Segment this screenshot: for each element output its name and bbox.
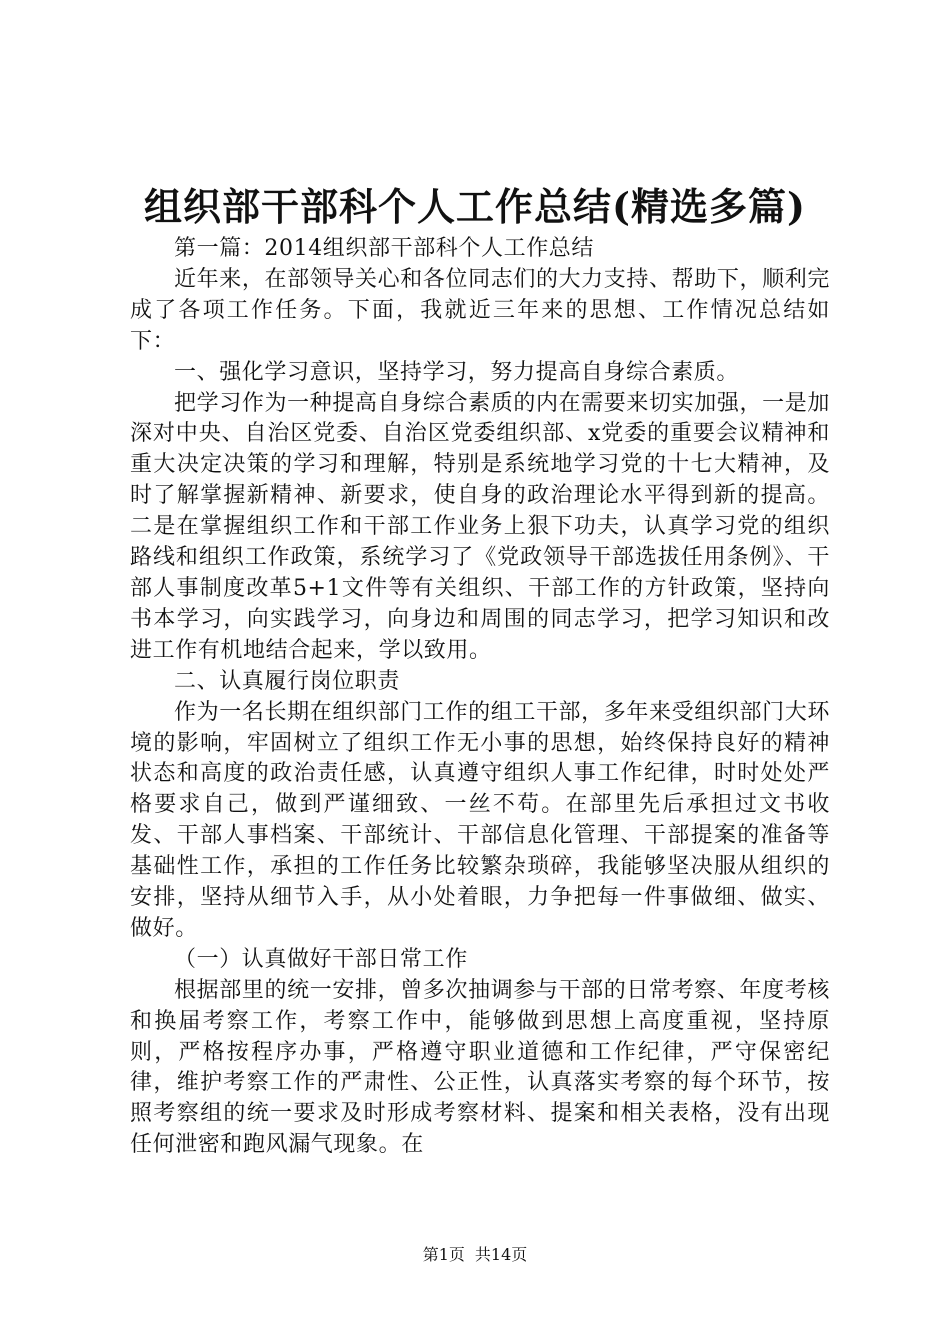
page-total: 共14页 [474, 1245, 528, 1264]
section-heading: 一、强化学习意识，坚持学习，努力提高自身综合素质。 [174, 359, 740, 385]
section-heading: 二、认真履行岗位职责 [174, 668, 401, 694]
paragraph: 根据部里的统一安排，曾多次抽调参与干部的日常考察、年度考核和换届考察工作，考察工作中，能够做到思想上高度重视，坚持原则，严格按程序办事，严格遵守职业道德和工作纪律，严守保密纪律，维护考察工作的严肃性、公正性，认真落实考察的每个环节，按照考察组的统一要求及时形成考察材料、提案和相关表格，没有出现任何泄密和跑风漏气现象。在 [130, 977, 830, 1158]
section-heading: 第一篇：2014组织部干部科个人工作总结 [174, 236, 594, 261]
document-body [130, 234, 830, 1161]
subsection-heading: （一）认真做好干部日常工作 [174, 946, 468, 972]
document-title: 组织部干部科个人工作总结(精选多篇) [144, 184, 806, 229]
page-footer [0, 1244, 950, 1266]
paragraph: 作为一名长期在组织部门工作的组工干部，多年来受组织部门大环境的影响，牢固树立了组织工作无小事的思想，始终保持良好的精神状态和高度的政治责任感，认真遵守组织人事工作纪律，时时处处严格要求自己，做到严谨细致、一丝不苟。在部里先后承担过文书收发、干部人事档案、干部统计、干部信息化管理、干部提案的准备等基础性工作，承担的工作任务比较繁杂琐碎，我能够坚决服从组织的安排，坚持从细节入手，从小处着眼，力争把每一件事做细、做实、做好。 [130, 699, 830, 941]
paragraph: 近年来，在部领导关心和各位同志们的大力支持、帮助下，顺利完成了各项工作任务。下面，我就近三年来的思想、工作情况总结如下： [130, 266, 830, 354]
paragraph: 把学习作为一种提高自身综合素质的内在需要来切实加强，一是加深对中央、自治区党委、自治区党委组织部、x党委的重要会议精神和重大决定决策的学习和理解，特别是系统地学习党的十七大精神，及时了解掌握新精神、新要求，使自身的政治理论水平得到新的提高。二是在掌握组织工作和干部工作业务上狠下功夫，认真学习党的组织路线和组织工作政策，系统学习了《党政领导干部选拔任用条例》、干部人事制度改革5+1文件等有关组织、干部工作的方针政策，坚持向书本学习，向实践学习，向身边和周围的同志学习，把学习知识和改进工作有机地结合起来，学以致用。 [130, 390, 830, 663]
page-number: 第1页 [422, 1245, 465, 1264]
